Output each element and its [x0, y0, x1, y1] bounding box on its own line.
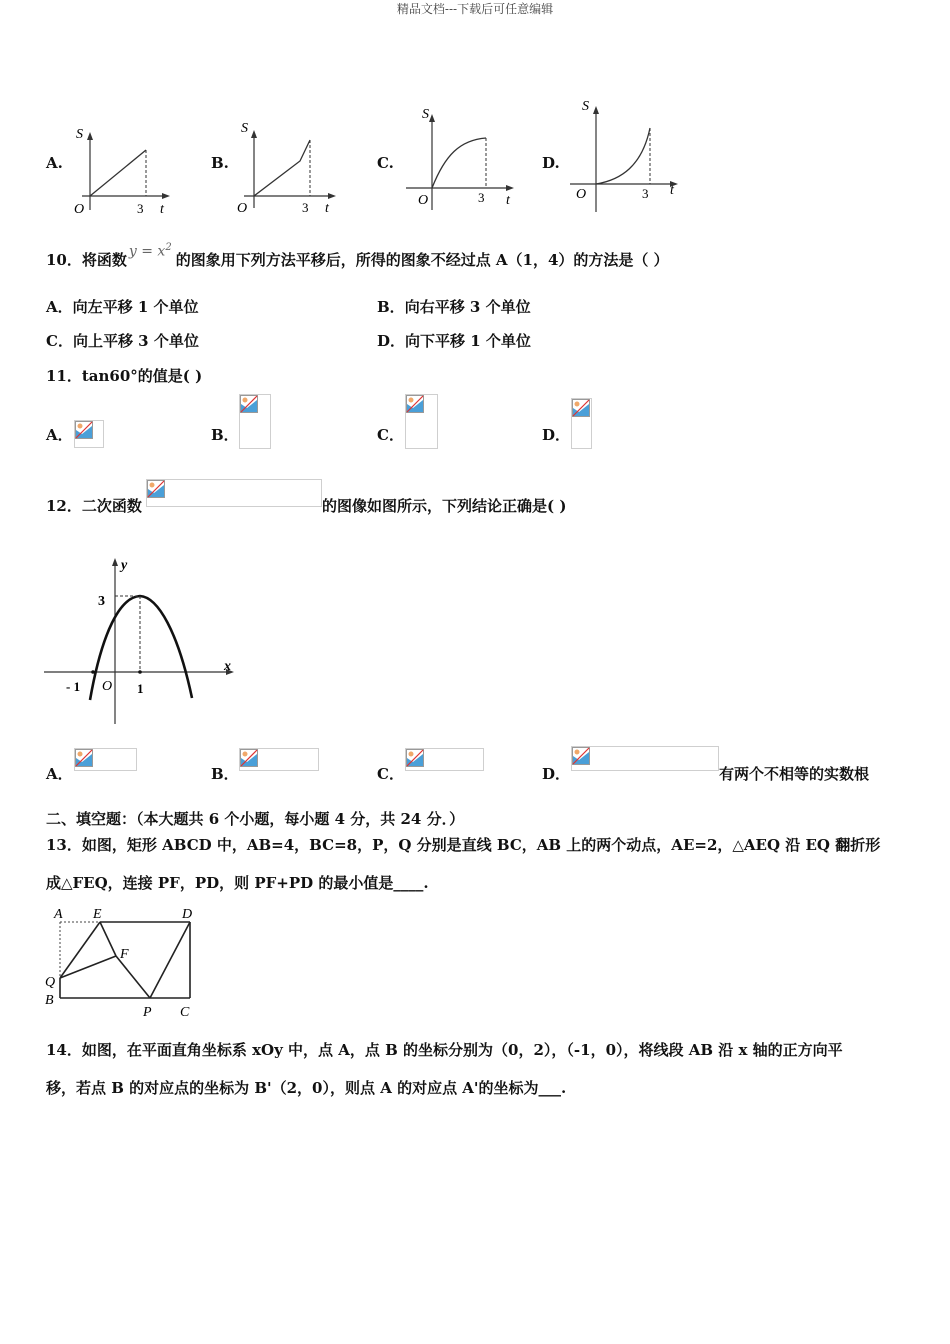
- q11-option-a-image: [74, 420, 104, 448]
- q11-option-c-label: C．: [377, 426, 404, 444]
- q10-number: 10．将函数: [46, 251, 127, 269]
- broken-image-icon: [406, 749, 424, 767]
- axis-s-label: S: [76, 127, 83, 142]
- q10-option-b: [377, 296, 531, 317]
- q13-line-1: 13．如图，矩形 ABCD 中，AB=4，BC=8，P，Q 分别是直线 BC，AB 上的两个动点，AE=2，△AEQ 沿 EQ 翻折形: [46, 836, 881, 854]
- q11-stem: 11．tan60°的值是( ): [46, 367, 203, 385]
- axis-t-label: t: [160, 202, 164, 217]
- q10-stem: [46, 242, 669, 270]
- broken-image-icon: [572, 747, 590, 765]
- point-p-label: P: [143, 1005, 152, 1020]
- point-b-label: B: [45, 993, 54, 1008]
- q12-option-c-label: C．: [377, 765, 404, 783]
- q11-option-c-image: [405, 394, 438, 449]
- y-tick-3: 3: [98, 594, 105, 609]
- q9-option-d-label: D.: [542, 154, 560, 172]
- y-axis-label: y: [121, 558, 128, 573]
- q12-parabola-graph: [40, 552, 240, 728]
- q12-option-d-label: D．: [542, 765, 571, 783]
- q11-option-a-label: A．: [46, 426, 73, 444]
- q12-option-b-image: [239, 748, 319, 771]
- axis-t-label: t: [506, 193, 510, 208]
- axis-s-label: S: [241, 121, 248, 136]
- origin-label: O: [418, 193, 429, 208]
- page-header: 精品文档---下载后可任意编辑: [396, 2, 554, 16]
- q12-function-image: [146, 479, 322, 507]
- point-e-label: E: [93, 907, 102, 922]
- q12-option-a-image: [74, 748, 137, 771]
- broken-image-icon: [147, 480, 165, 498]
- option-text: 向右平移 3 个单位: [404, 298, 531, 316]
- point-c-label: C: [180, 1005, 190, 1020]
- q14-line-2: 移，若点 B 的对应点的坐标为 B'（2，0），则点 A 的对应点 A'的坐标为___.: [46, 1079, 567, 1097]
- q11-option-d-image: [571, 398, 592, 449]
- broken-image-icon: [240, 749, 258, 767]
- q10-formula: [129, 242, 172, 260]
- q12-rest: 的图像如图所示，下列结论正确是( ): [322, 497, 567, 515]
- axis-t-label: t: [325, 201, 329, 216]
- q12-option-c-image: [405, 748, 484, 771]
- q11-option-b-label: B．: [211, 426, 239, 444]
- point-f-label: F: [120, 947, 129, 962]
- formula-base: y = x: [128, 244, 166, 260]
- q9-graph-a: [66, 122, 176, 218]
- q9-option-b-label: B.: [211, 154, 229, 172]
- q10-rest: 的图象用下列方法平移后，所得的图象不经过点 A（1，4）的方法是（ ）: [175, 251, 669, 269]
- q12-option-d-image: [571, 746, 719, 771]
- broken-image-icon: [240, 395, 258, 413]
- option-label: C．: [46, 332, 73, 350]
- axis-s-label: S: [582, 99, 589, 114]
- origin-label: O: [237, 201, 248, 216]
- point-a-label: A: [54, 907, 63, 922]
- q13-rectangle-figure: [42, 904, 202, 1022]
- option-text: 向下平移 1 个单位: [405, 332, 531, 350]
- tick-3-label: 3: [302, 200, 309, 215]
- q12-option-d-suffix: 有两个不相等的实数根: [719, 765, 870, 783]
- q11-option-b-image: [239, 394, 271, 449]
- tick-3-label: 3: [137, 201, 144, 216]
- q11-option-d-label: D．: [542, 426, 571, 444]
- section-2-heading: 二、填空题：（本大题共 6 个小题，每小题 4 分，共 24 分．）: [46, 810, 465, 828]
- q9-graph-b: [232, 116, 342, 216]
- broken-image-icon: [75, 421, 93, 439]
- point-q-label: Q: [45, 975, 56, 990]
- x-tick-neg1: - 1: [66, 679, 81, 694]
- q12-option-a-label: A．: [46, 765, 73, 783]
- broken-image-icon: [75, 749, 93, 767]
- q12-option-b-label: B．: [211, 765, 239, 783]
- option-text: 向上平移 3 个单位: [72, 332, 199, 350]
- option-text: 向左平移 1 个单位: [72, 298, 199, 316]
- tick-3-label: 3: [642, 186, 649, 201]
- q9-graph-c: [400, 100, 520, 212]
- point-d-label: D: [182, 907, 193, 922]
- origin-label: O: [102, 679, 113, 694]
- q9-option-a-label: A.: [46, 154, 63, 172]
- tick-3-label: 3: [478, 190, 485, 205]
- formula-exponent: 2: [165, 242, 172, 254]
- axis-t-label: t: [670, 183, 674, 198]
- x-axis-label: x: [224, 659, 231, 674]
- q9-graph-d: [566, 96, 686, 214]
- origin-label: O: [74, 202, 85, 217]
- q13-line-2: 成△FEQ，连接 PF，PD，则 PF+PD 的最小值是____.: [46, 874, 429, 892]
- axis-s-label: S: [422, 107, 429, 122]
- broken-image-icon: [572, 399, 590, 417]
- q10-option-c: [46, 330, 199, 351]
- broken-image-icon: [406, 395, 424, 413]
- option-label: D．: [377, 332, 406, 350]
- q10-option-a: [46, 296, 199, 317]
- q14-line-1: 14．如图，在平面直角坐标系 xOy 中，点 A，点 B 的坐标分别为（0，2），（-1，0），将线段 AB 沿 x 轴的正方向平: [46, 1041, 843, 1059]
- option-label: A．: [46, 298, 73, 316]
- q12-number: 12．二次函数: [46, 497, 142, 515]
- x-tick-1: 1: [137, 681, 144, 696]
- option-label: B．: [377, 298, 405, 316]
- q10-option-d: [377, 330, 531, 351]
- q9-option-c-label: C.: [377, 154, 394, 172]
- origin-label: O: [576, 187, 587, 202]
